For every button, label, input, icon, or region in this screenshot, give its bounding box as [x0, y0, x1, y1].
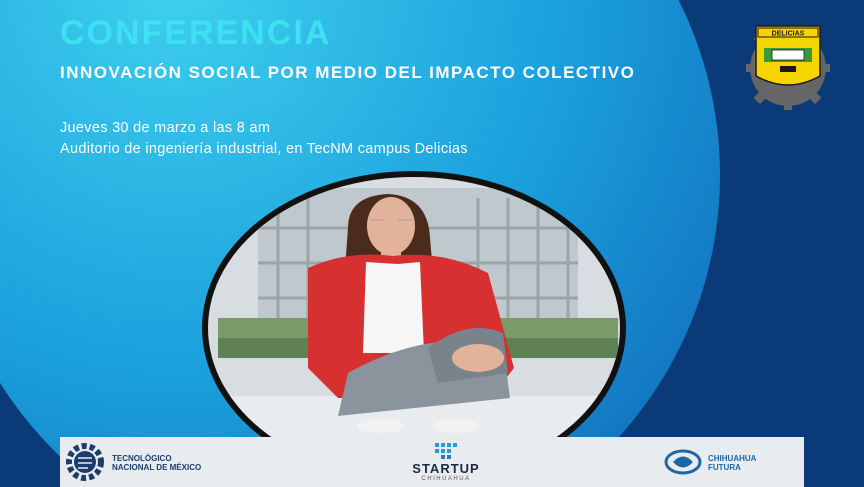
chihuahua-name-line2: FUTURA — [708, 463, 741, 472]
startup-subtitle: CHIHUAHUA — [421, 476, 471, 482]
event-venue: Auditorio de ingeniería industrial, en TecNM campus Delicias — [60, 141, 468, 157]
chihuahua-futura-logo — [663, 449, 703, 475]
tecnm-name-line1: TECNOLÓGICO — [112, 454, 172, 463]
tecnm-gear-logo — [62, 440, 108, 484]
sponsor-footer — [60, 437, 804, 487]
tecnm-name-line2: NACIONAL DE MÉXICO — [112, 463, 202, 472]
page-title: CONFERENCIA — [60, 14, 332, 52]
crest-banner-text: DELICIAS — [771, 30, 805, 38]
startup-chihuahua-logo — [429, 441, 461, 461]
startup-name: STARTUP — [412, 461, 480, 476]
tecnm-name — [112, 454, 201, 472]
chihuahua-futura-name — [708, 454, 756, 472]
event-date: Jueves 30 de marzo a las 8 am — [60, 120, 271, 136]
delicias-crest-logo — [744, 18, 832, 113]
conference-subtitle: INNOVACIÓN SOCIAL POR MEDIO DEL IMPACTO COLECTIVO — [60, 63, 636, 82]
speaker-photo — [198, 168, 630, 446]
chihuahua-name-line1: CHIHUAHUA — [708, 454, 757, 463]
